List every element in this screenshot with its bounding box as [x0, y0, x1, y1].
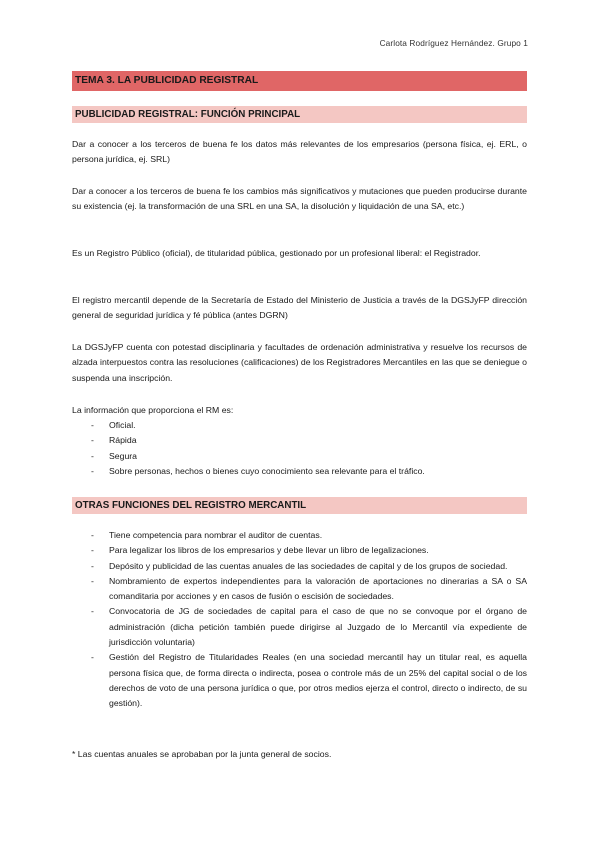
rm-info-list [72, 418, 527, 480]
section-heading-otras-funciones: OTRAS FUNCIONES DEL REGISTRO MERCANTIL [72, 497, 527, 514]
paragraph-1: Dar a conocer a los terceros de buena fe los datos más relevantes de los empresarios (persona física, ej. ERL, o persona jurídica, ej. SRL) [72, 139, 527, 165]
list-item: - Rápida [91, 435, 137, 446]
list-item: - Nombramiento de expertos independientes para la valoración de aportaciones no dinerarias a SA o SA comanditaria por acciones y en casos de fusión o escisión de sociedades. [91, 575, 527, 602]
list-item: - Gestión del Registro de Titularidades Reales (en una sociedad mercantil hay un titular real, es aquella persona física que, de forma directa o indirecta, posea o controle más de un 25% del capital social o de los derechos de voto de una persona jurídica o que, por otros medios ejerza el control, directo o indirecto, de su gestión). [91, 652, 527, 709]
list-item: - Oficial. [91, 420, 136, 430]
list-item: - Segura [91, 450, 138, 461]
other-functions-list [72, 528, 527, 712]
header-author: Carlota Rodríguez Hernández. Grupo 1 [379, 38, 528, 48]
list-item: - Tiene competencia para nombrar el auditor de cuentas. [91, 530, 323, 540]
list-item: - Para legalizar los libros de los empresarios y debe llevar un libro de legalizaciones. [91, 545, 429, 556]
paragraph-5: La DGSJyFP cuenta con potestad disciplinaria y facultades de ordenación administrativa y resuelve los recursos de alzada interpuestos contra las resoluciones (calificaciones) de los Registradores Mercantiles en las que se deniegue o suspenda una inscripción. [72, 342, 527, 383]
paragraph-6: La información que proporciona el RM es: [72, 405, 234, 415]
paragraph-3: Es un Registro Público (oficial), de titularidad pública, gestionado por un profesional liberal: el Registrador. [72, 248, 481, 258]
section-heading-principal: PUBLICIDAD REGISTRAL: FUNCIÓN PRINCIPAL [72, 106, 527, 123]
paragraph-4: El registro mercantil depende de la Secretaría de Estado del Ministerio de Justicia a través de la DGSJyFP dirección general de seguridad jurídica y fé pública (antes DGRN) [72, 295, 527, 321]
list-item: - Depósito y publicidad de las cuentas anuales de las sociedades de capital y de los grupos de sociedad. [91, 560, 508, 571]
list-item: - Convocatoria de JG de sociedades de capital para el caso de que no se convoque por el órgano de administración (dicha petición también puede dirigirse al Juzgado de lo Mercantil vía expediente de jurisdicción voluntaria) [91, 606, 527, 648]
chapter-title: TEMA 3. LA PUBLICIDAD REGISTRAL [72, 71, 527, 91]
footnote: * Las cuentas anuales se aprobaban por la junta general de socios. [72, 749, 332, 759]
paragraph-2: Dar a conocer a los terceros de buena fe los cambios más significativos y mutaciones que pueden producirse durante su existencia (ej. la transformación de una SRL en una SA, la disolución y liquidación de una SA, etc.) [72, 186, 527, 212]
list-item: - Sobre personas, hechos o bienes cuyo conocimiento sea relevante para el tráfico. [91, 466, 425, 477]
